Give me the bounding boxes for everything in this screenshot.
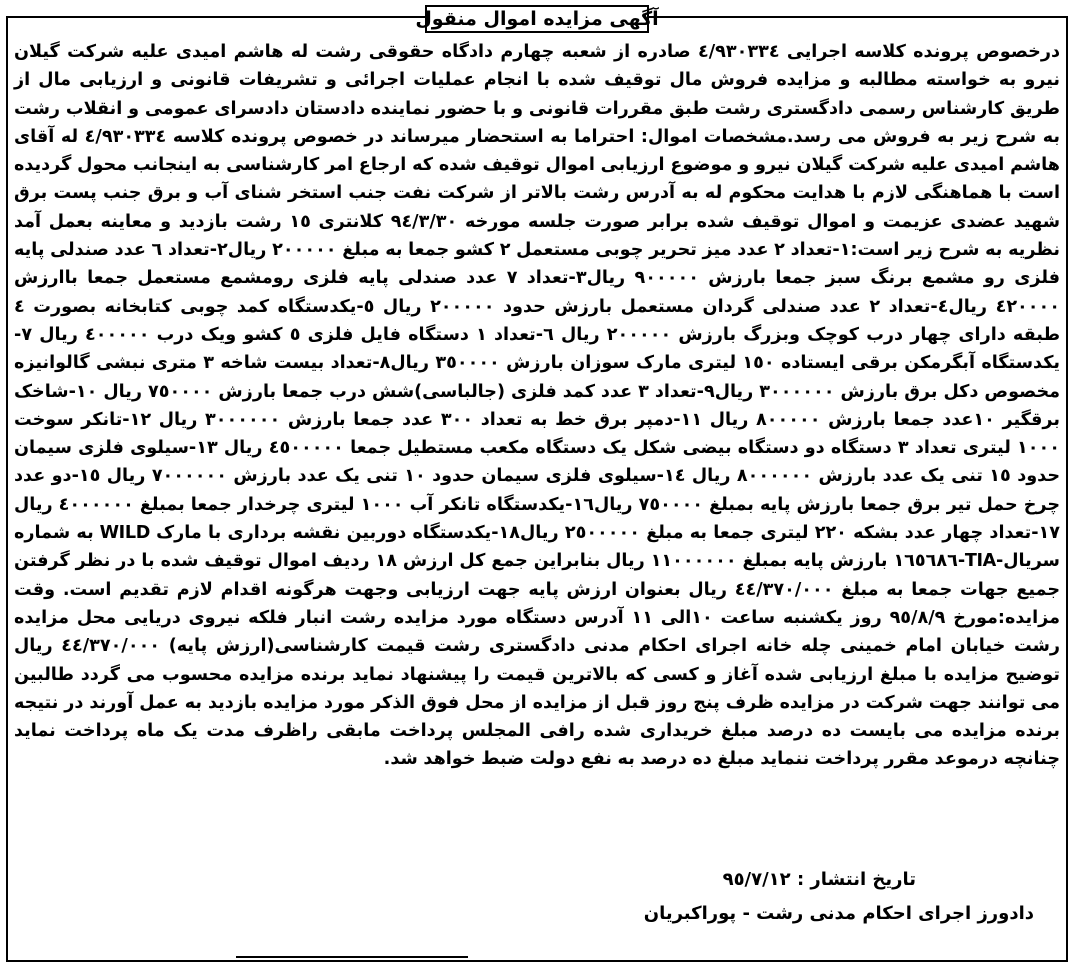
title-box: [415, 5, 659, 33]
publication-date: تاریخ انتشار : ٩٥/٧/١٢: [722, 869, 916, 890]
notice-body: درخصوص پرونده کلاسه اجرایی ٤/٩٣٠٣٣٤ صادره از شعبه چهارم دادگاه حقوقی رشت له هاشم امیدی علیه شرکت گیلان نیرو به خواسته مطالبه و مزایده فروش مال توقیف شده با انجام عملیات اجرائی و تشریفات قانونی و ارزیابی مال از طریق کارشناس رسمی دادگستری رشت طبق مقررات قانونی و با حضور نماینده دادستان دادسرای عمومی و انقلاب رشت به شرح زیر به فروش می رسد.مشخصات اموال: احتراما به استحضار میرساند در خصوص پرونده کلاسه ٤/٩٣٠٣٣٤ له آقای هاشم امیدی علیه شرکت گیلان نیرو و موضوع ارزیابی اموال توقیف شده که ارجاع امر کارشناسی به اینجانب محول گردیده است با هماهنگی لازم با هدایت محکوم له به آدرس رشت بالاتر از شرکت نفت جنب استخر شنای آب و برق جنب پست برق شهید عضدی عزیمت و اموال توقیف شده برابر صورت جلسه مورخه ٩٤/٣/٣٠ کلانتری ١٥ رشت بازدید و معاینه بعمل آمد نظریه به شرح زیر است:١-تعداد ٢ عدد میز تحریر چوبی مستعمل ٢ کشو جمعا به مبلغ ٢٠٠٠٠٠ ریال٢-تعداد ٦ عدد صندلی پایه فلزی رو مشمع برنگ سبز جمعا بارزش ٩٠٠٠٠٠ ریال٣-تعداد ٧ عدد صندلی پایه فلزی رومشمع مستعمل جمعا باارزش ٤٢٠٠٠٠ ریال٤-تعداد ٢ عدد صندلی گردان مستعمل بارزش حدود ٢٠٠٠٠٠ ریال ٥-یکدستگاه کمد چوبی کتابخانه بصورت ٤ طبقه دارای چهار درب کوچک وبزرگ بارزش ٢٠٠٠٠٠ ریال ٦-تعداد ١ دستگاه فایل فلزی ٥ کشو ویک درب ٤٠٠٠٠٠ ریال ٧-یکدستگاه آبگرمکن برقی ایستاده ١٥٠ لیتری مارک سوزان بارزش ٣٥٠٠٠٠ ریال٨-تعداد بیست شاخه ٣ متری نبشی گالوانیزه مخصوص دکل برق بارزش ٣٠٠٠٠٠٠ ریال٩-تعداد ٣ عدد کمد فلزی (جالباسی)شش درب جمعا بارزش ٧٥٠٠٠٠ ریال ١٠-شاخک برقگیر ١٠عدد جمعا بارزش ٨٠٠٠٠٠ ریال ١١-دمپر برق خط به تعداد ٣٠٠ عدد جمعا بارزش ٣٠٠٠٠٠٠ ریال ١٢-تانکر سوخت ١٠٠٠ لیتری تعداد ٣ دستگاه دو دستگاه بیضی شکل یک دستگاه مکعب مستطیل جمعا ٤٥٠٠٠٠٠ ریال ١٣-سیلوی فلزی سیمان حدود ١٥ تنی یک عدد بارزش ٨٠٠٠٠٠٠ ریال ١٤-سیلوی فلزی سیمان حدود ١٠ تنی یک عدد بارزش ٧٠٠٠٠٠٠ ریال ١٥-دو عدد چرخ حمل تیر برق جمعا بارزش پایه بمبلغ ٧٥٠٠٠٠ ریال١٦-یکدستگاه تانکر آب ١٠٠٠ لیتری چرخدار جمعا بمبلغ ٤٠٠٠٠٠٠ ریال ١٧-تعداد چهار عدد بشکه ٢٢٠ لیتری جمعا به مبلغ ٢٥٠٠٠٠٠ ریال١٨-یکدستگاه دوربین نقشه برداری با مارک WILD به شماره سریال-TIA-١٦٥٦٨٦ بارزش پایه بمبلغ ١١٠٠٠٠٠٠ ریال بنابراین جمع کل ارزش ١٨ ردیف اموال توقیف شده با در نظر گرفتن جمیع جهات جمعا به مبلغ ٤٤/٣٧٠/٠٠٠ ریال بعنوان ارزش پایه جهت ارزیابی وجهت هرگونه اقدام لازم تقدیم است. وقت مزایده:مورخ ٩٥/٨/٩ روز یکشنبه ساعت ١٠الی ١١ آدرس دستگاه مورد مزایده رشت انبار فلکه نیروی دریایی محل مزایده رشت خیابان امام خمینی چله خانه اجرای احکام مدنی دادگستری رشت قیمت کارشناسی(ارزش پایه) ٤٤/٣٧٠/٠٠٠ ریال توضیح مزایده با مبلغ ارزیابی شده آغاز و کسی که بالاترین قیمت را پیشنهاد نماید برنده مزایده محسوب می گردد طالبین می توانند جهت شرکت در مزایده ظرف پنج روز قبل از مزایده از محل فوق الذکر مورد مزایده بازدید به عمل آورند در نتیجه برنده مزایده می بایست ده درصد مبلغ خریداری شده رافی المجلس پرداخت مابقی راظرف مدت یک ماه پرداخت نماید چنانچه درموعد مقرر پرداخت ننماید مبلغ ده درصد به نفع دولت ضبط خواهد شد.: [14, 42, 1061, 770]
bottom-rule: [236, 956, 468, 958]
signature: دادورز اجرای احکام مدنی رشت - پوراکبریان: [643, 903, 1034, 924]
notice-title: آگهی مزایده اموال منقول: [415, 8, 659, 30]
